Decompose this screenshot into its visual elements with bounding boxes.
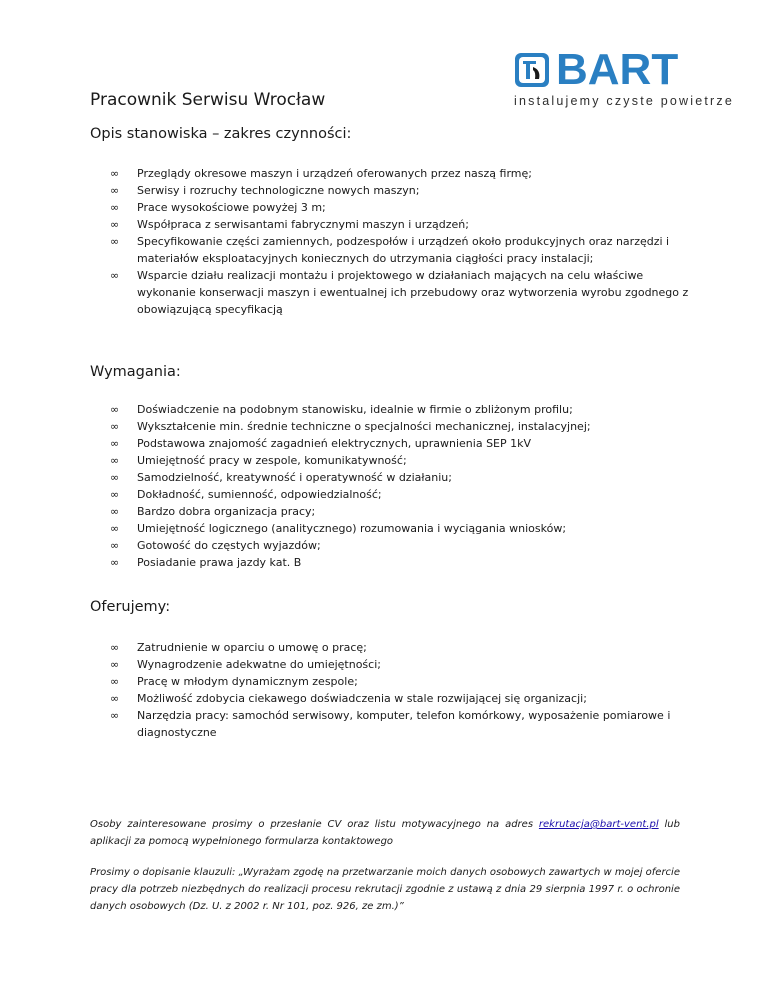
list-item [90, 554, 690, 571]
list-item-text: Wsparcie działu realizacji montażu i projektowego w działaniach mających na celu właściwe wykonanie konserwacji maszyn i ewentualnej ich przebudowy oraz wytworzenia wyrobu zgodnego z obowiązującą specyfikacją [137, 269, 689, 316]
logo-mark [514, 45, 706, 94]
list-item [90, 233, 690, 267]
list-item [90, 639, 690, 656]
bullet-icon: ∞ [110, 556, 120, 569]
list-item [90, 673, 690, 690]
bullet-icon: ∞ [110, 437, 120, 450]
duties-heading: Opis stanowiska – zakres czynności: [90, 126, 352, 142]
list-item-text: Serwisy i rozruchy technologiczne nowych maszyn; [137, 184, 420, 197]
list-item-text: Samodzielność, kreatywność i operatywność w działaniu; [137, 471, 452, 484]
consent-clause: Prosimy o dopisanie klauzuli: „Wyrażam zgodę na przetwarzanie moich danych osobowych zawartych w mojej ofercie pracy dla potrzeb niezbędnych do realizacji procesu rekrutacji zgodnie z ustawą z dnia 29 sierpnia 1997 r. o ochronie danych osobowych (Dz. U. z 2002 r. Nr 101, poz. 926, ze zm.)” [90, 867, 680, 912]
list-item [90, 707, 690, 741]
offer-heading: Oferujemy: [90, 599, 171, 615]
bullet-icon: ∞ [110, 184, 120, 197]
company-logo [514, 45, 734, 108]
list-item-text: Umiejętność logicznego (analitycznego) rozumowania i wyciągania wniosków; [137, 522, 567, 535]
list-item-text: Wynagrodzenie adekwatne do umiejętności; [137, 658, 381, 671]
list-item-text: Zatrudnienie w oparciu o umowę o pracę; [137, 641, 367, 654]
bullet-icon: ∞ [110, 692, 120, 705]
application-text-after: lub aplikacji za pomocą wypełnionego formularza kontaktowego [90, 819, 680, 847]
bart-emblem-icon [514, 52, 550, 88]
recruitment-email-link[interactable]: rekrutacja@bart-vent.pl [538, 819, 659, 830]
bullet-icon: ∞ [110, 539, 120, 552]
bullet-icon: ∞ [110, 269, 120, 282]
bullet-icon: ∞ [110, 403, 120, 416]
requirements-list [90, 401, 690, 571]
bullet-icon: ∞ [110, 658, 120, 671]
list-item-text: Doświadczenie na podobnym stanowisku, idealnie w firmie o zbliżonym profilu; [137, 403, 573, 416]
list-item [90, 401, 690, 418]
list-item [90, 452, 690, 469]
list-item [90, 537, 690, 554]
application-note [90, 816, 680, 850]
bullet-icon: ∞ [110, 235, 120, 248]
bullet-icon: ∞ [110, 505, 120, 518]
list-item-text: Możliwość zdobycia ciekawego doświadczenia w stale rozwijającej się organizacji; [137, 692, 587, 705]
list-item [90, 267, 690, 318]
list-item [90, 418, 690, 435]
bullet-icon: ∞ [110, 167, 120, 180]
list-item [90, 435, 690, 452]
bullet-icon: ∞ [110, 218, 120, 231]
list-item-text: Gotowość do częstych wyjazdów; [137, 539, 321, 552]
list-item [90, 199, 690, 216]
bullet-icon: ∞ [110, 641, 120, 654]
list-item [90, 503, 690, 520]
requirements-heading: Wymagania: [90, 364, 181, 380]
list-item-text: Bardzo dobra organizacja pracy; [137, 505, 316, 518]
logo-brand: BART [556, 45, 679, 94]
list-item [90, 486, 690, 503]
list-item-text: Podstawowa znajomość zagadnień elektrycznych, uprawnienia SEP 1kV [137, 437, 532, 450]
duties-list [90, 165, 690, 318]
bullet-icon: ∞ [110, 675, 120, 688]
list-item [90, 216, 690, 233]
offer-list [90, 639, 690, 741]
list-item-text: Dokładność, sumienność, odpowiedzialność; [137, 488, 382, 501]
bullet-icon: ∞ [110, 488, 120, 501]
application-text-before: Osoby zainteresowane prosimy o przesłanie CV oraz listu motywacyjnego na adres [90, 819, 539, 830]
list-item-text: Specyfikowanie części zamiennych, podzespołów i urządzeń około produkcyjnych oraz narzędzi i materiałów eksploatacyjnych koniecznych do utrzymania ciągłości pracy instalacji; [137, 235, 670, 265]
list-item-text: Wykształcenie min. średnie techniczne o specjalności mechanicznej, instalacyjnej; [137, 420, 591, 433]
bullet-icon: ∞ [110, 454, 120, 467]
bullet-icon: ∞ [110, 709, 120, 722]
list-item [90, 165, 690, 182]
list-item [90, 656, 690, 673]
list-item-text: Umiejętność pracy w zespole, komunikatywność; [137, 454, 407, 467]
list-item-text: Przeglądy okresowe maszyn i urządzeń oferowanych przez naszą firmę; [137, 167, 532, 180]
list-item-text: Prace wysokościowe powyżej 3 m; [137, 201, 326, 214]
list-item-text: Posiadanie prawa jazdy kat. B [137, 556, 302, 569]
page-title: Pracownik Serwisu Wrocław [90, 90, 326, 110]
bullet-icon: ∞ [110, 420, 120, 433]
bullet-icon: ∞ [110, 201, 120, 214]
list-item [90, 690, 690, 707]
list-item [90, 469, 690, 486]
list-item [90, 182, 690, 199]
list-item-text: Współpraca z serwisantami fabrycznymi maszyn i urządzeń; [137, 218, 469, 231]
list-item-text: Pracę w młodym dynamicznym zespole; [137, 675, 358, 688]
logo-tagline: instalujemy czyste powietrze [514, 94, 734, 108]
list-item [90, 520, 690, 537]
bullet-icon: ∞ [110, 471, 120, 484]
list-item-text: Narzędzia pracy: samochód serwisowy, komputer, telefon komórkowy, wyposażenie pomiarowe i diagnostyczne [137, 709, 671, 739]
bullet-icon: ∞ [110, 522, 120, 535]
